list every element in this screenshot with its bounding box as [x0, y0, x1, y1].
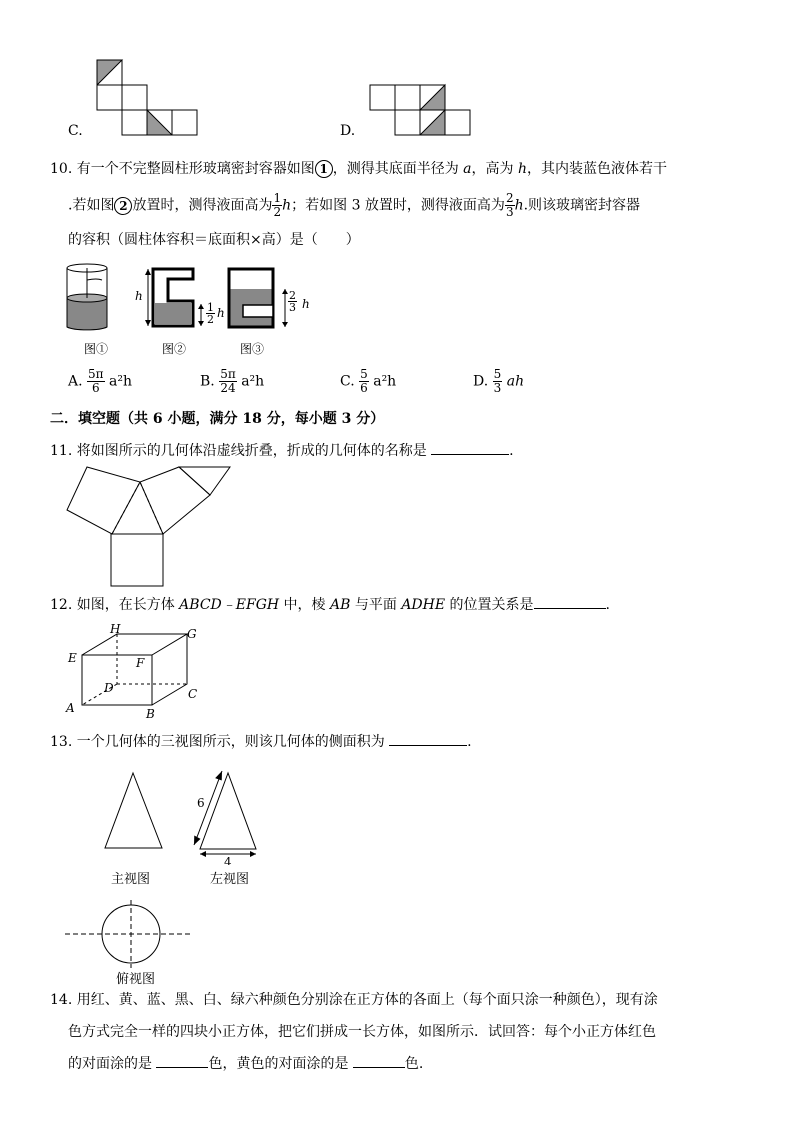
q10-text: ，其内装蓝色液体若干	[527, 161, 668, 177]
q12-cuboid-figure	[62, 622, 202, 722]
q13-left-view-label: 左视图	[210, 872, 250, 887]
fig3-fraction: $\frac{2}{3}$	[289, 289, 296, 314]
q10-text: ，高为	[471, 161, 514, 177]
q11-number: 11.	[50, 443, 73, 459]
q12-answer-blank[interactable]	[534, 594, 606, 609]
q12-plane-name: ADHE	[401, 597, 446, 613]
q13-text	[50, 731, 472, 752]
length-4: 4	[224, 855, 232, 865]
q10-text: 有一个不完整圆柱形玻璃密封容器如图	[76, 161, 315, 177]
q10-figure-2-label: 图②	[162, 342, 187, 356]
q14-body: 色.	[404, 1056, 424, 1072]
q12-body: 中，棱	[283, 597, 326, 613]
q13-number: 13.	[50, 734, 73, 750]
q12-body: 如图，在长方体	[76, 597, 175, 613]
var-h: h	[514, 197, 524, 214]
label-E: E	[68, 651, 77, 665]
var-h: h	[282, 197, 292, 214]
label-G: G	[187, 627, 197, 641]
q12-body: 的位置关系是	[449, 597, 534, 613]
q10-text: ，测得其底面半径为	[332, 161, 459, 177]
q14-number: 14.	[50, 992, 73, 1008]
q10-text: 放置时，测得液面高为	[132, 197, 273, 214]
fig3-var-h: h	[302, 297, 310, 311]
fraction-two-thirds: $\frac{2}{3}$	[505, 191, 514, 219]
q10-option-c[interactable]	[340, 368, 396, 395]
q13-front-view-label: 主视图	[111, 872, 151, 887]
q12-edge-name: AB	[330, 597, 351, 613]
q14-body: 色，黄色的对面涂的是	[208, 1056, 349, 1072]
label-H: H	[110, 622, 121, 636]
option-label: C.	[340, 373, 355, 390]
q11-text	[50, 440, 514, 461]
option-fraction: $\frac{5\pi}{6}$	[88, 367, 104, 395]
option-tail: ah	[506, 373, 525, 390]
q10-option-d[interactable]	[473, 368, 524, 395]
option-tail: a²h	[241, 373, 265, 390]
q9-option-c-label[interactable]: C.	[68, 123, 83, 139]
label-D: D	[104, 681, 114, 695]
q12-body: 与平面	[354, 597, 397, 613]
q13-end: .	[467, 734, 472, 750]
q9-option-c-net	[90, 55, 205, 140]
fig2-fraction: $\frac{1}{2}$	[207, 301, 214, 326]
q10-text: ；若如图 3 放置时，测得液面高为	[291, 197, 505, 214]
q10-line1	[50, 159, 667, 179]
q10-text: .若如图	[68, 197, 115, 214]
q10-figure-1-cylinder	[62, 260, 112, 335]
figure-2-marker: 2	[114, 197, 132, 215]
label-C: C	[188, 687, 198, 701]
figure-1-marker: 1	[315, 160, 333, 178]
q11-answer-blank[interactable]	[431, 440, 509, 455]
q10-text: .则该玻璃密封容器	[523, 197, 641, 214]
q10-option-a[interactable]	[68, 368, 132, 395]
option-fraction: $\frac{5\pi}{24}$	[220, 367, 236, 395]
section-2-title: 二．填空题（共 6 小题，满分 18 分，每小题 3 分）	[50, 411, 385, 427]
q13-left-view	[188, 765, 268, 865]
option-label: D.	[473, 373, 489, 390]
q14-answer-blank-2[interactable]	[353, 1053, 405, 1068]
q14-line2: 色方式完全一样的四块小正方体，把它们拼成一长方体，如图所示．试回答：每个小正方体红色	[68, 1024, 656, 1040]
q9-option-d-label[interactable]: D.	[340, 123, 356, 139]
option-fraction: $\frac{5}{6}$	[360, 367, 368, 395]
q11-end: .	[509, 443, 514, 459]
q11-net-figure	[62, 462, 237, 590]
q9-option-d-net	[365, 80, 475, 140]
q10-number: 10.	[50, 161, 73, 177]
svg-text:h: h	[135, 289, 143, 303]
q14-body: 的对面涂的是	[68, 1056, 152, 1072]
q10-figure-3-label: 图③	[240, 342, 265, 356]
option-tail: a²h	[109, 373, 132, 390]
option-label: A.	[68, 373, 83, 390]
fraction-half: $\frac{1}{2}$	[273, 191, 282, 219]
fig2-var-h: h	[217, 306, 225, 320]
q10-figure-3	[225, 265, 295, 330]
q13-answer-blank[interactable]	[389, 731, 467, 746]
q14-line3	[68, 1053, 423, 1074]
option-tail: a²h	[373, 373, 397, 390]
label-A: A	[66, 701, 75, 715]
q13-top-view	[65, 900, 195, 968]
q12-text	[50, 594, 610, 615]
q14-answer-blank-1[interactable]	[156, 1053, 208, 1068]
q14-body: 用红、黄、蓝、黑、白、绿六种颜色分别涂在正方体的各面上（每个面只涂一种颜色），现有涂	[76, 992, 658, 1008]
q13-top-view-label: 俯视图	[116, 972, 156, 987]
label-F: F	[136, 656, 145, 670]
q11-body: 将如图所示的几何体沿虚线折叠，折成的几何体的名称是	[76, 443, 427, 459]
q12-number: 12.	[50, 597, 73, 613]
q14-line1	[50, 990, 658, 1010]
label-B: B	[146, 707, 155, 721]
var-h: h	[517, 161, 528, 177]
q12-box-name: ABCD﹣EFGH	[179, 597, 280, 613]
option-fraction: $\frac{5}{3}$	[493, 367, 502, 395]
q12-end: .	[605, 597, 610, 613]
var-a: a	[463, 161, 472, 177]
q13-front-view	[100, 768, 170, 853]
q10-line3: 的容积（圆柱体容积＝底面积×高）是（ ）	[68, 232, 360, 248]
q10-line2	[68, 192, 640, 219]
q10-figure-1-label: 图①	[84, 342, 109, 356]
q13-body: 一个几何体的三视图所示，则该几何体的侧面积为	[76, 734, 385, 750]
option-label: B.	[200, 373, 215, 390]
q10-option-b[interactable]	[200, 368, 264, 395]
length-6: 6	[197, 796, 205, 810]
